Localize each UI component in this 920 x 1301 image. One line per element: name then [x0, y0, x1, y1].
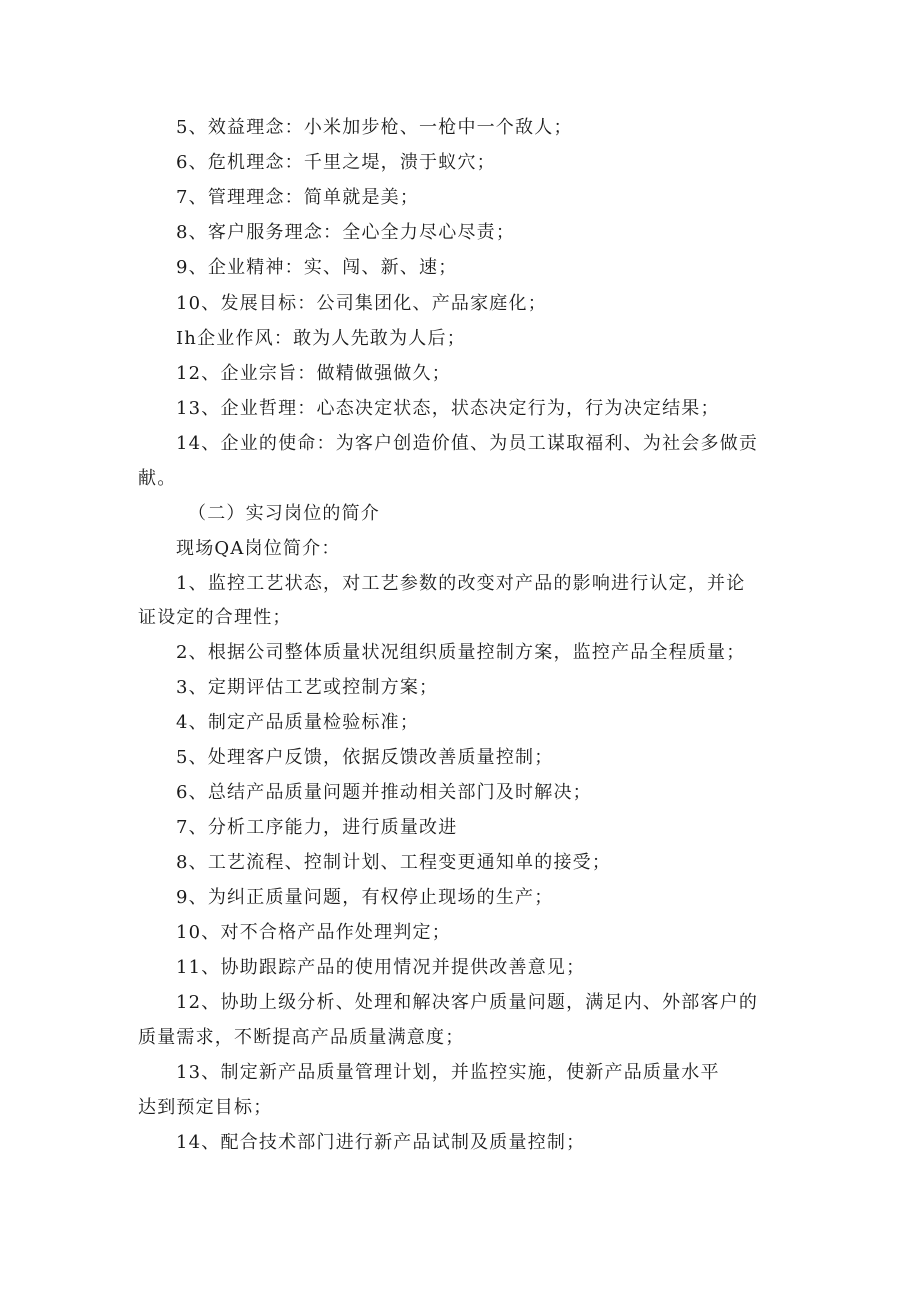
text-line: 证设定的合理性；	[138, 607, 292, 628]
text-line: 5、处理客户反馈，依据反馈改善质量控制；	[176, 747, 554, 768]
text-line: 达到预定目标；	[138, 1097, 273, 1118]
text-line: 10、对不合格产品作处理判定；	[176, 922, 451, 943]
text-line: 9、为纠正质量问题，有权停止现场的生产；	[176, 887, 554, 908]
text-line: 8、工艺流程、控制计划、工程变更通知单的接受；	[176, 852, 612, 873]
text-line: 12、企业宗旨：做精做强做久；	[176, 363, 451, 384]
text-line: 献。	[138, 468, 177, 489]
text-line: 12、协助上级分析、处理和解决客户质量问题，满足内、外部客户的	[176, 992, 759, 1013]
text-line: 2、根据公司整体质量状况组织质量控制方案，监控产品全程质量；	[176, 642, 746, 663]
text-line: 10、发展目标：公司集团化、产品家庭化；	[176, 293, 547, 314]
text-line: 8、客户服务理念：全心全力尽心尽责；	[176, 222, 516, 243]
text-line: 6、总结产品质量问题并推动相关部门及时解决；	[176, 782, 592, 803]
text-line: 7、管理理念：简单就是美；	[176, 187, 420, 208]
text-line: 14、企业的使命：为客户创造价值、为员工谋取福利、为社会多做贡	[176, 433, 759, 454]
text-line: 13、企业哲理：心态决定状态，状态决定行为，行为决定结果；	[176, 398, 720, 419]
text-line: 11、协助跟踪产品的使用情况并提供改善意见；	[176, 957, 586, 978]
text-line: 14、配合技术部门进行新产品试制及质量控制；	[176, 1132, 586, 1153]
text-line: 1、监控工艺状态，对工艺参数的改变对产品的影响进行认定，并论	[176, 573, 746, 594]
text-line: Ih企业作风：敢为人先敢为人后；	[176, 328, 466, 349]
subsection-heading: 现场QA岗位简介：	[176, 538, 341, 559]
text-line: 5、效益理念：小米加步枪、一枪中一个敌人；	[176, 117, 573, 138]
section-heading: （二）实习岗位的简介	[188, 503, 380, 524]
text-line: 13、制定新产品质量管理计划，并监控实施，使新产品质量水平	[176, 1062, 720, 1083]
text-line: 3、定期评估工艺或控制方案；	[176, 677, 439, 698]
text-line: 7、分析工序能力，进行质量改进	[176, 817, 458, 838]
text-line: 6、危机理念：千里之堤，溃于蚁穴；	[176, 152, 496, 173]
text-line: 9、企业精神：实、闯、新、速；	[176, 257, 458, 278]
text-line: 质量需求，不断提高产品质量满意度；	[138, 1027, 465, 1048]
text-line: 4、制定产品质量检验标准；	[176, 712, 420, 733]
